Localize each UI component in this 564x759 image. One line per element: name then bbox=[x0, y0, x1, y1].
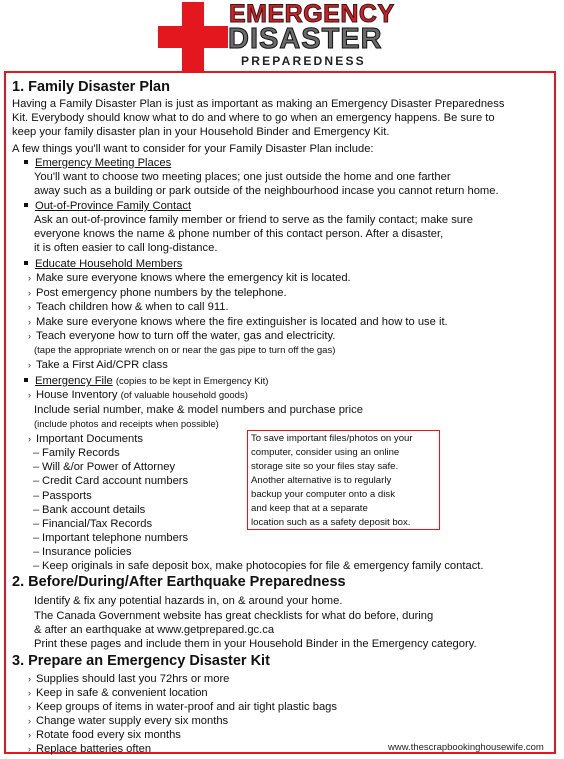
doc-item: – Insurance policies bbox=[33, 546, 132, 558]
doc-item: – Bank account details bbox=[33, 504, 146, 516]
doc-item: – Credit Card account numbers bbox=[33, 475, 189, 487]
list-item: › Important Documents bbox=[28, 433, 143, 445]
section2-heading: 2. Before/During/After Earthquake Preparedness bbox=[12, 574, 346, 590]
intro-line: keep your family disaster plan in your Household Binder and Emergency Kit. bbox=[12, 126, 390, 138]
contact-text: it is often easier to call long-distance. bbox=[34, 242, 218, 254]
meeting-text: away such as a building or park outside of the neighbourhood incase you cannot return home. bbox=[34, 185, 499, 197]
chevron-right-icon: › bbox=[28, 730, 31, 740]
chevron-right-icon: › bbox=[28, 288, 31, 298]
emergency-file-note: (copies to be kept in Emergency Kit) bbox=[115, 376, 269, 387]
doc-item: – Important telephone numbers bbox=[33, 532, 189, 544]
chevron-right-icon: › bbox=[28, 273, 31, 283]
emergency-file-item bbox=[24, 374, 268, 389]
backup-note-box bbox=[247, 430, 440, 530]
doc-item: – Financial/Tax Records bbox=[33, 518, 153, 530]
family-contact-title: Out-of-Province Family Contact bbox=[35, 200, 192, 212]
chevron-right-icon: › bbox=[28, 360, 31, 370]
earthquake-line: The Canada Government website has great checklists for what do before, during bbox=[34, 610, 434, 622]
contact-text: everyone knows the name & phone number of this contact person. After a disaster, bbox=[34, 228, 444, 240]
note-line: computer, consider using an online bbox=[251, 447, 400, 458]
meeting-places-item bbox=[24, 156, 171, 170]
doc-item: – Passports bbox=[33, 490, 92, 502]
gas-note: (tape the appropriate wrench on or near the gas pipe to turn off the gas) bbox=[34, 345, 336, 356]
chevron-right-icon: › bbox=[28, 390, 31, 400]
bullet-square-icon bbox=[24, 378, 28, 382]
note-line: Another alternative is to regularly bbox=[251, 475, 392, 486]
kit-item: › Keep groups of items in water-proof and air tight plastic bags bbox=[28, 701, 337, 713]
list-item: › Take a First Aid/CPR class bbox=[28, 359, 168, 371]
earthquake-line: Identify & fix any potential hazards in, on & around your home. bbox=[34, 595, 343, 607]
consider-text: A few things you'll want to consider for your Family Disaster Plan include: bbox=[12, 143, 374, 155]
kit-item: › Supplies should last you 72hrs or more bbox=[28, 673, 230, 685]
note-line: and keep that at a separate bbox=[251, 503, 368, 514]
intro-line: Having a Family Disaster Plan is just as important as making an Emergency Disaster Preparedness bbox=[12, 98, 505, 110]
educate-title: Educate Household Members bbox=[35, 258, 183, 270]
inventory-note: (include photos and receipts when possible) bbox=[34, 419, 219, 430]
note-line: To save important files/photos on your bbox=[251, 433, 413, 444]
section3-heading: 3. Prepare an Emergency Disaster Kit bbox=[12, 653, 270, 669]
earthquake-line: Print these pages and include them in your Household Binder in the Emergency category. bbox=[34, 638, 477, 650]
earthquake-line: & after an earthquake at www.getprepared.gc.ca bbox=[34, 624, 275, 636]
doc-item: – Family Records bbox=[33, 447, 120, 459]
chevron-right-icon: › bbox=[28, 744, 31, 754]
red-cross-icon bbox=[158, 2, 228, 72]
kit-item: › Replace batteries often bbox=[28, 743, 152, 755]
website-url: www.thescrapbookinghousewife.com bbox=[388, 742, 544, 753]
title-emergency: EMERGENCY bbox=[229, 0, 395, 28]
chevron-right-icon: › bbox=[28, 317, 31, 327]
list-item: › Teach everyone how to turn off the water, gas and electricity. bbox=[28, 330, 336, 342]
title-preparedness: PREPAREDNESS bbox=[241, 54, 366, 68]
list-item: › Teach children how & when to call 911. bbox=[28, 301, 229, 313]
inventory-text: Include serial number, make & model numbers and purchase price bbox=[34, 404, 363, 416]
section1-heading: 1. Family Disaster Plan bbox=[12, 79, 170, 95]
educate-item bbox=[24, 257, 182, 271]
list-item: › Make sure everyone knows where the emergency kit is located. bbox=[28, 272, 351, 284]
page-header bbox=[0, 0, 564, 70]
chevron-right-icon: › bbox=[28, 702, 31, 712]
note-line: backup your computer onto a disk bbox=[251, 489, 395, 500]
chevron-right-icon: › bbox=[28, 716, 31, 726]
list-item: › Make sure everyone knows where the fire extinguisher is located and how to use it. bbox=[28, 316, 448, 328]
chevron-right-icon: › bbox=[28, 434, 31, 444]
note-line: storage site so your files stay safe. bbox=[251, 461, 399, 472]
bullet-square-icon bbox=[24, 160, 28, 164]
intro-line: Kit. Everybody should know what to do and where to go when an emergency happens. Be sure to bbox=[12, 112, 495, 124]
meeting-places-title: Emergency Meeting Places bbox=[35, 157, 172, 169]
note-line: location such as a safety deposit box. bbox=[251, 517, 411, 528]
bullet-square-icon bbox=[24, 203, 28, 207]
bullet-square-icon bbox=[24, 261, 28, 265]
meeting-text: You'll want to choose two meeting places; one just outside the home and one farther bbox=[34, 171, 451, 183]
kit-item: › Change water supply every six months bbox=[28, 715, 229, 727]
contact-text: Ask an out-of-province family member or friend to serve as the family contact; make sure bbox=[34, 214, 473, 226]
chevron-right-icon: › bbox=[28, 674, 31, 684]
family-contact-item bbox=[24, 199, 191, 213]
title-disaster: DISASTER bbox=[228, 23, 383, 55]
list-item: › House Inventory (of valuable household goods) bbox=[28, 389, 248, 401]
emergency-file-title: Emergency File bbox=[35, 375, 113, 387]
doc-item: – Will &/or Power of Attorney bbox=[33, 461, 176, 473]
chevron-right-icon: › bbox=[28, 302, 31, 312]
list-item: › Post emergency phone numbers by the telephone. bbox=[28, 287, 287, 299]
kit-item: › Keep in safe & convenient location bbox=[28, 687, 208, 699]
chevron-right-icon: › bbox=[28, 688, 31, 698]
kit-item: › Rotate food every six months bbox=[28, 729, 181, 741]
doc-item: – Keep originals in safe deposit box, make photocopies for file & emergency family contact. bbox=[33, 560, 484, 572]
chevron-right-icon: › bbox=[28, 331, 31, 341]
